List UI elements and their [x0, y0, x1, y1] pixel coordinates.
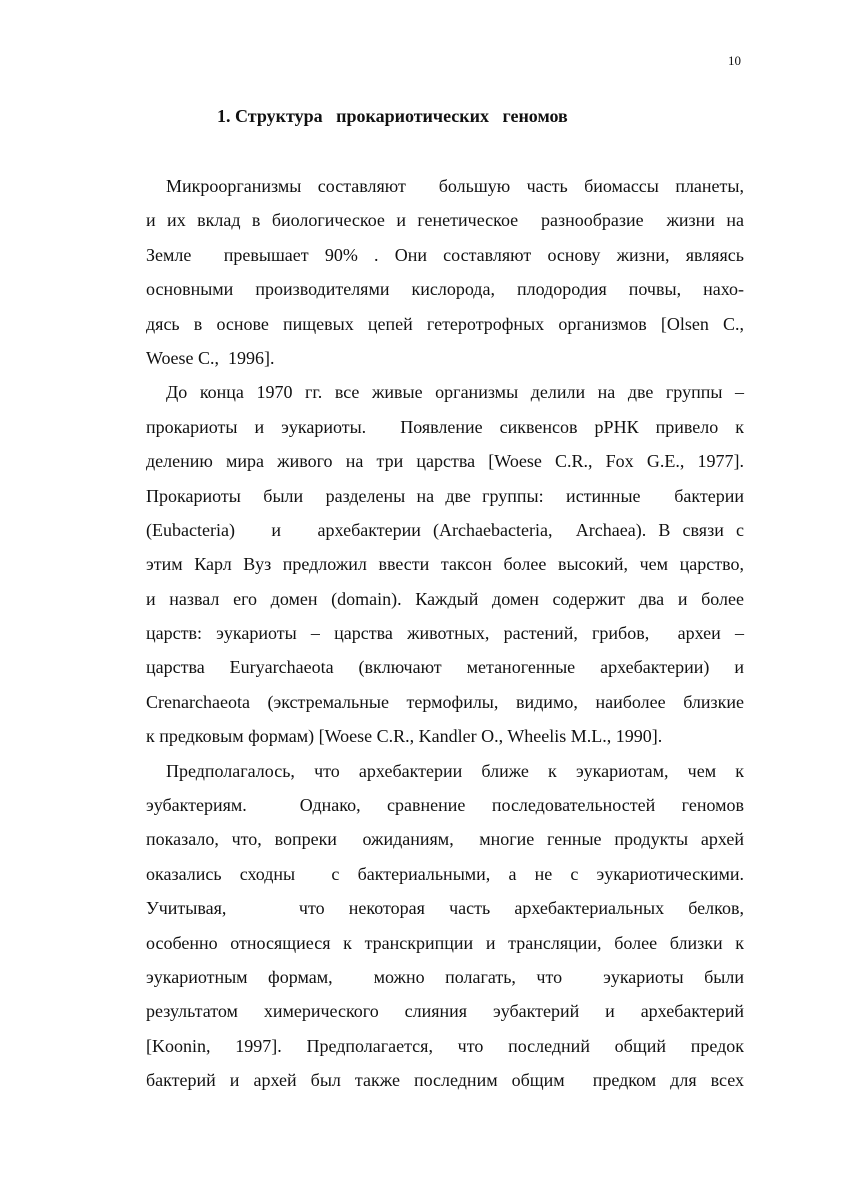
text-line: особенно относящиеся к транскрипции и трансляции, более близки к [146, 932, 744, 953]
text-line: Земле превышает 90% . Они составляют основу жизни, являясь [146, 244, 744, 265]
text-line: оказались сходны с бактериальными, а не с эукариотическими. [146, 863, 744, 884]
text-line: эубактериям. Однако, сравнение последовательностей геномов [146, 795, 744, 816]
text-line: Учитывая, что некоторая часть архебактериальных белков, [146, 898, 744, 919]
text-line: бактерий и архей был также последним общим предком для всех [146, 1070, 744, 1091]
page-number: 10 [728, 53, 741, 68]
text-line: (Eubacteria) и архебактерии (Archaebacteria, Archaea). В связи с [146, 519, 744, 540]
text-line: этим Карл Вуз предложил ввести таксон более высокий, чем царство, [146, 554, 744, 575]
text-line: эукариотным формам, можно полагать, что эукариоты были [146, 966, 744, 987]
text-line: [Koonin, 1997]. Предполагается, что последний общий предок [146, 1035, 744, 1056]
text-line: показало, что, вопреки ожиданиям, многие генные продукты архей [146, 829, 744, 850]
text-line: делению мира живого на три царства [Woese C.R., Fox G.E., 1977]. [146, 451, 744, 472]
text-line: дясь в основе пищевых цепей гетеротрофных организмов [Olsen C., [146, 313, 744, 334]
body-text [146, 171, 744, 1100]
text-line: к предковым формам) [Woese C.R., Kandler O., Wheelis M.L., 1990]. [146, 726, 663, 747]
text-line: основными производителями кислорода, плодородия почвы, нахо- [146, 279, 744, 300]
text-line: и их вклад в биологическое и генетическое разнообразие жизни на [146, 210, 744, 231]
text-line: и назвал его домен (domain). Каждый домен содержит два и более [146, 588, 744, 609]
text-line: царства Euryarchaeota (включают метаногенные архебактерии) и [146, 657, 744, 678]
text-line: Микроорганизмы составляют большую часть биомассы планеты, [166, 176, 744, 196]
text-line: Woese C., 1996]. [146, 347, 275, 368]
text-line: До конца 1970 гг. все живые организмы делили на две группы – [166, 382, 744, 403]
text-line: результатом химерического слияния эубактерий и архебактерий [146, 1001, 744, 1022]
text-line: Предполагалось, что архебактерии ближе к эукариотам, чем к [166, 760, 744, 781]
text-line: царств: эукариоты – царства животных, растений, грибов, археи – [146, 623, 744, 644]
text-line: Crenarchaeota (экстремальные термофилы, видимо, наиболее близкие [146, 691, 744, 712]
section-heading: 1. Структура прокариотических геномов [217, 106, 568, 126]
text-line: Прокариоты были разделены на две группы: истинные бактерии [146, 485, 744, 506]
text-line: прокариоты и эукариоты. Появление сиквенсов рРНК привело к [146, 416, 744, 437]
